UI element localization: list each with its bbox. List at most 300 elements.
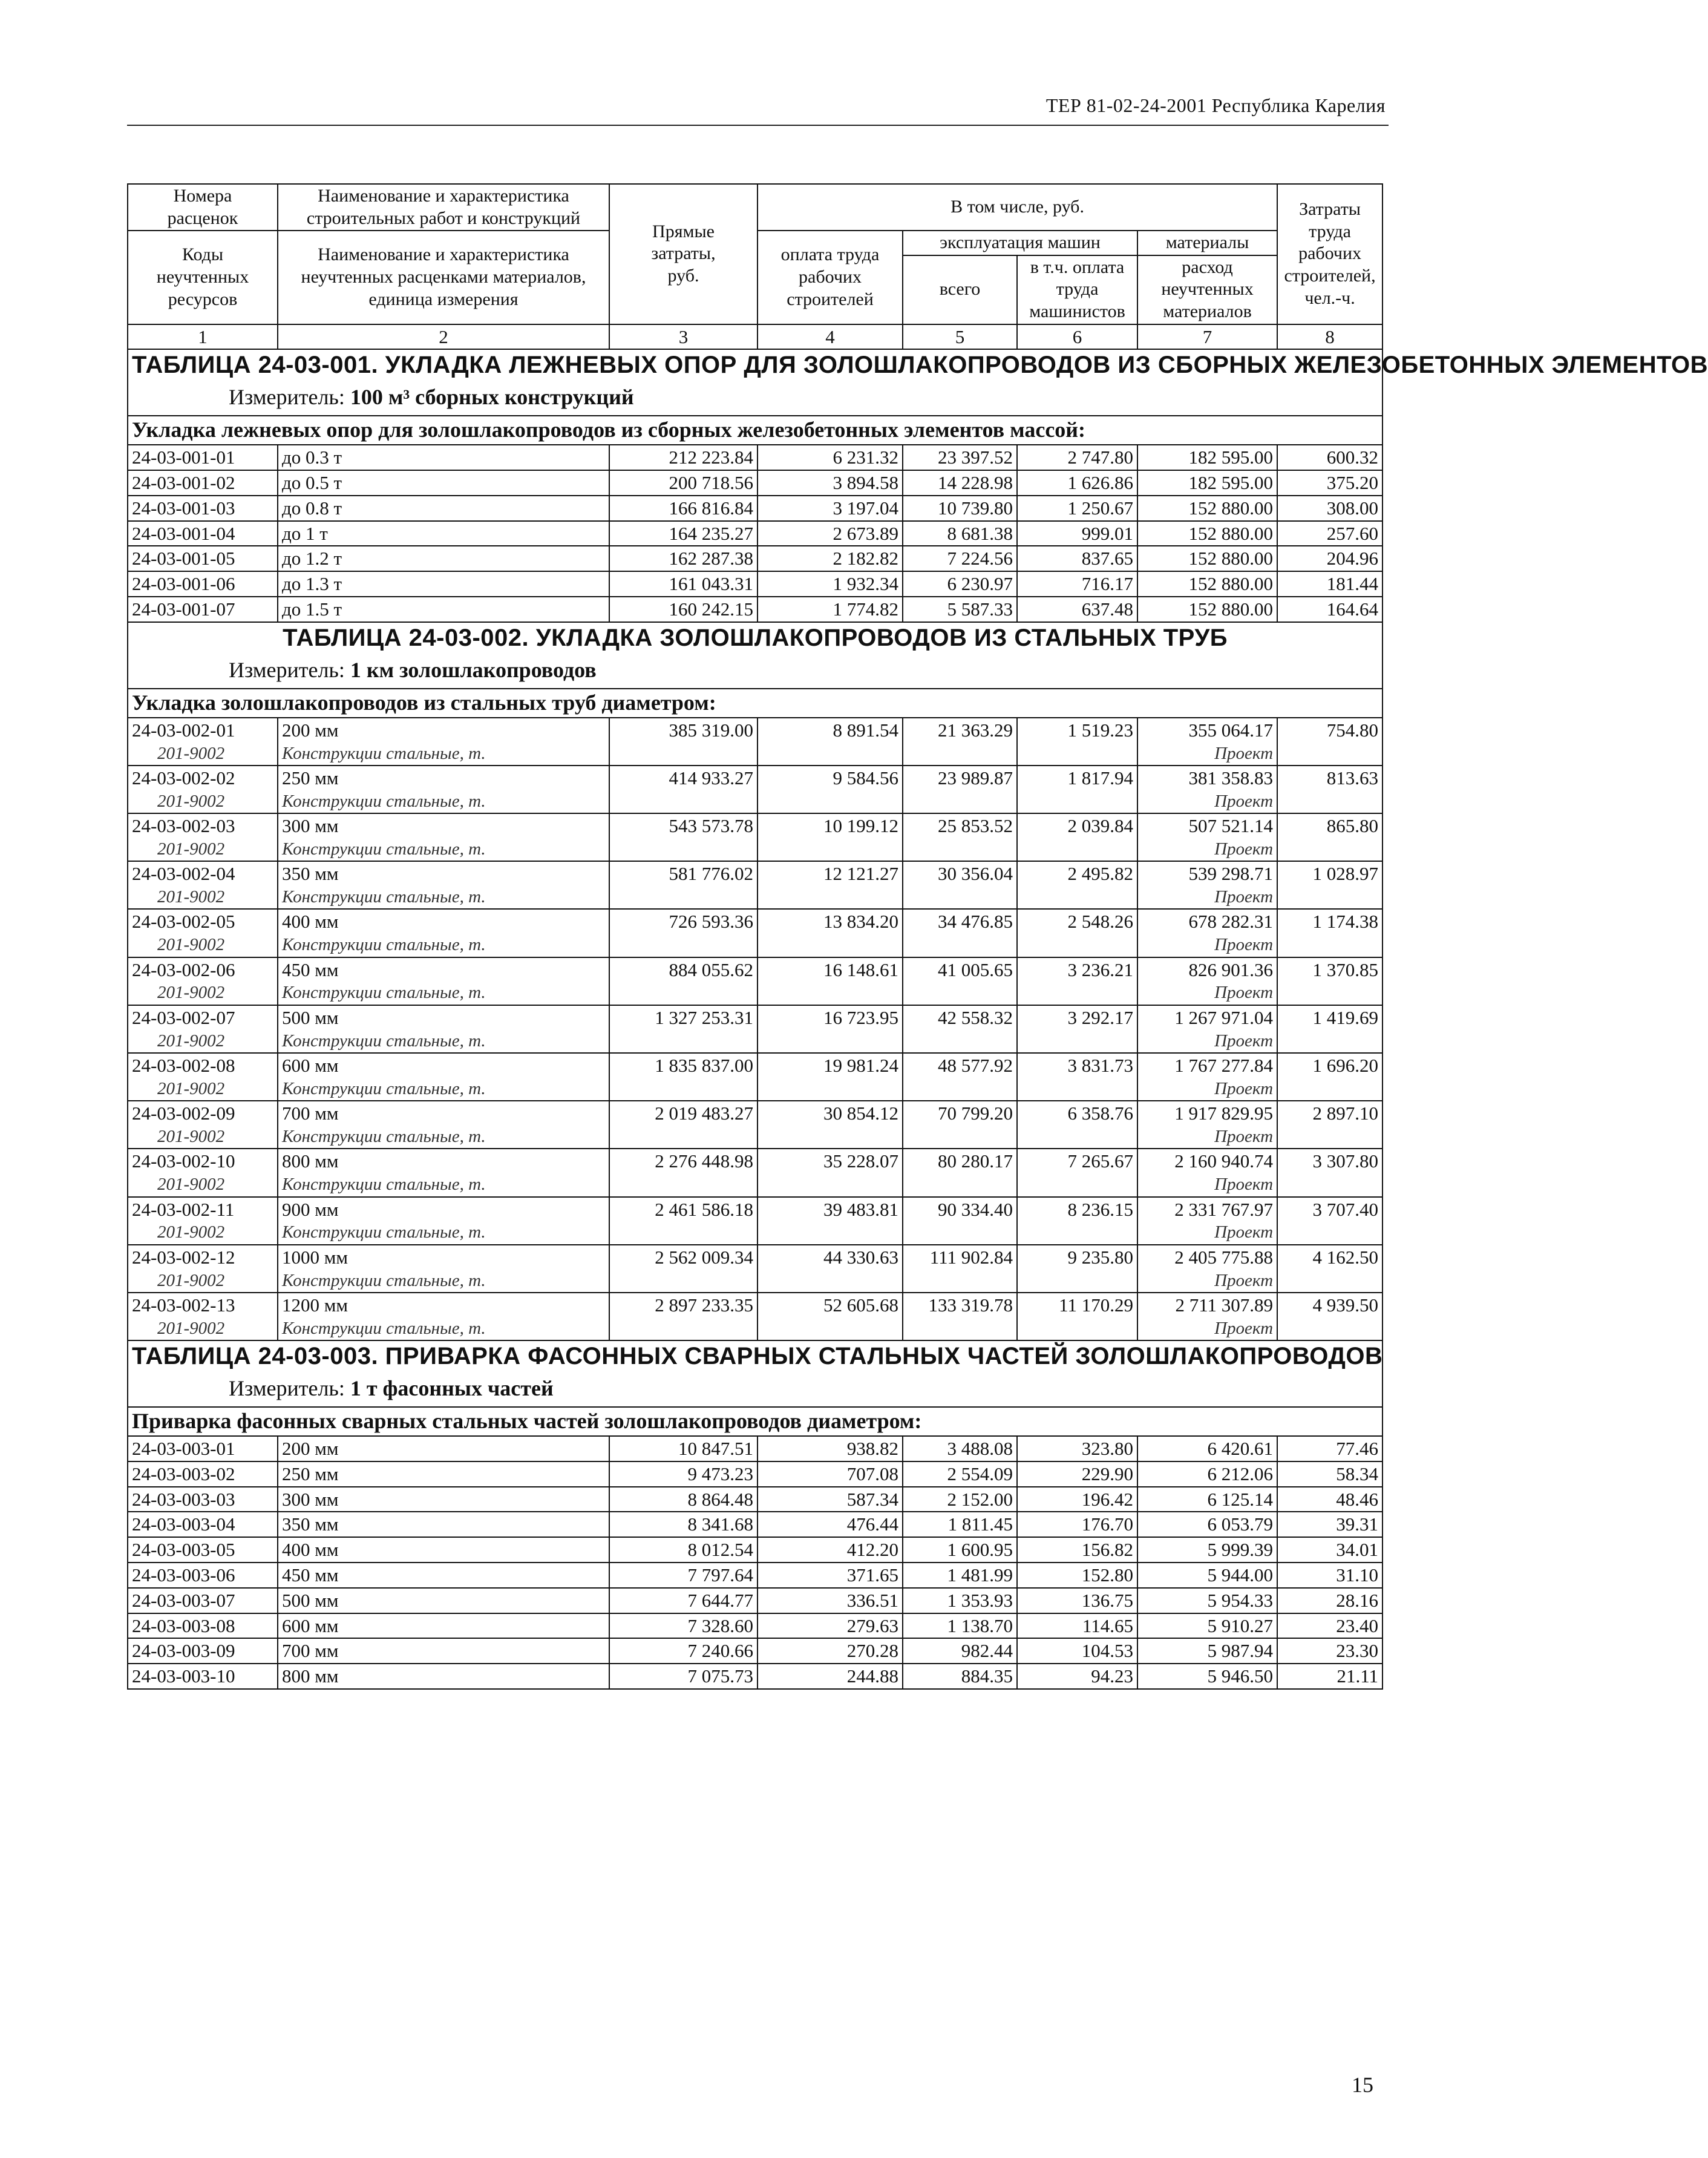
empty-cell [1017, 1173, 1137, 1196]
section-heading [128, 349, 1708, 416]
machines-total: 1 138.70 [903, 1613, 1017, 1639]
labor-hours: 600.32 [1277, 445, 1382, 470]
resource-quantity: Проект [1137, 1173, 1277, 1196]
empty-cell [609, 934, 757, 957]
worker-pay: 244.88 [757, 1664, 903, 1689]
resource-quantity: Проект [1137, 1270, 1277, 1293]
resource-quantity: Проект [1137, 886, 1277, 909]
section-heading [128, 1340, 1382, 1407]
worker-pay: 336.51 [757, 1588, 903, 1613]
group-heading-row [128, 1407, 1382, 1436]
machines-total: 90 334.40 [903, 1197, 1017, 1222]
column-number: 2 [278, 324, 609, 350]
direct-costs: 7 075.73 [609, 1664, 757, 1689]
empty-cell [903, 886, 1017, 909]
table-row [128, 1537, 1382, 1563]
resource-name: Конструкции стальные, т. [278, 1173, 609, 1196]
labor-hours: 48.46 [1277, 1487, 1382, 1512]
resource-quantity: Проект [1137, 838, 1277, 861]
materials-cost: 826 901.36 [1137, 957, 1277, 982]
group-heading: Укладка золошлакопроводов из стальных труб диаметром: [128, 689, 1382, 718]
empty-cell [1277, 1173, 1382, 1196]
empty-cell [757, 934, 903, 957]
direct-costs: 8 864.48 [609, 1487, 757, 1512]
direct-costs: 160 242.15 [609, 597, 757, 622]
worker-pay: 587.34 [757, 1487, 903, 1512]
resource-row [128, 1270, 1382, 1293]
empty-cell [1277, 1221, 1382, 1244]
direct-costs: 7 797.64 [609, 1563, 757, 1588]
labor-hours: 2 897.10 [1277, 1101, 1382, 1126]
worker-pay: 13 834.20 [757, 909, 903, 934]
machines-total: 23 397.52 [903, 445, 1017, 470]
worker-pay: 3 894.58 [757, 470, 903, 496]
header-rule [127, 125, 1389, 126]
direct-costs: 1 327 253.31 [609, 1005, 757, 1030]
resource-row [128, 1173, 1382, 1196]
materials-cost: 5 910.27 [1137, 1613, 1277, 1639]
rate-name: 700 мм [278, 1638, 609, 1664]
materials-cost: 2 711 307.89 [1137, 1293, 1277, 1317]
worker-pay: 6 231.32 [757, 445, 903, 470]
rate-code: 24-03-001-05 [128, 546, 278, 571]
resource-row [128, 1126, 1382, 1149]
empty-cell [903, 934, 1017, 957]
section-meter [132, 1376, 1378, 1402]
worker-pay: 1 932.34 [757, 571, 903, 597]
operator-pay: 3 236.21 [1017, 957, 1137, 982]
header-row-1 [128, 184, 1382, 231]
worker-pay: 3 197.04 [757, 496, 903, 521]
rate-code: 24-03-002-10 [128, 1149, 278, 1173]
empty-cell [757, 743, 903, 766]
materials-cost: 5 999.39 [1137, 1537, 1277, 1563]
labor-hours: 754.80 [1277, 718, 1382, 743]
empty-cell [1277, 790, 1382, 813]
machines-total: 1 481.99 [903, 1563, 1017, 1588]
rate-name: до 0.5 т [278, 470, 609, 496]
machines-total: 10 739.80 [903, 496, 1017, 521]
materials-cost: 152 880.00 [1137, 597, 1277, 622]
table-row [128, 813, 1382, 838]
machines-total: 34 476.85 [903, 909, 1017, 934]
operator-pay: 6 358.76 [1017, 1101, 1137, 1126]
empty-cell [1277, 1126, 1382, 1149]
empty-cell [609, 1126, 757, 1149]
norms-table [127, 183, 1708, 1690]
empty-cell [1277, 838, 1382, 861]
operator-pay: 136.75 [1017, 1588, 1137, 1613]
machines-total: 1 600.95 [903, 1537, 1017, 1563]
empty-cell [609, 790, 757, 813]
resource-code: 201-9002 [128, 1221, 278, 1244]
empty-cell [1017, 790, 1137, 813]
resource-name: Конструкции стальные, т. [278, 790, 609, 813]
section-title-row [128, 349, 1382, 416]
rate-code: 24-03-001-06 [128, 571, 278, 597]
direct-costs: 581 776.02 [609, 861, 757, 886]
resource-quantity: Проект [1137, 1317, 1277, 1340]
labor-hours: 865.80 [1277, 813, 1382, 838]
operator-pay: 229.90 [1017, 1461, 1137, 1487]
resource-quantity: Проект [1137, 934, 1277, 957]
materials-cost: 6 420.61 [1137, 1436, 1277, 1461]
direct-costs: 9 473.23 [609, 1461, 757, 1487]
meter-label: Измеритель: [229, 657, 345, 682]
worker-pay: 30 854.12 [757, 1101, 903, 1126]
rate-code: 24-03-001-03 [128, 496, 278, 521]
labor-hours: 23.30 [1277, 1638, 1382, 1664]
column-number: 4 [757, 324, 903, 350]
resource-row [128, 934, 1382, 957]
header-including: В том числе, руб. [757, 184, 1277, 231]
operator-pay: 8 236.15 [1017, 1197, 1137, 1222]
operator-pay: 837.65 [1017, 546, 1137, 571]
empty-cell [1017, 934, 1137, 957]
operator-pay: 2 039.84 [1017, 813, 1137, 838]
direct-costs: 7 328.60 [609, 1613, 757, 1639]
group-heading-row [128, 689, 1382, 718]
resource-row [128, 790, 1382, 813]
rate-name: 1000 мм [278, 1245, 609, 1270]
table-row [128, 1245, 1382, 1270]
direct-costs: 7 644.77 [609, 1588, 757, 1613]
resource-code: 201-9002 [128, 1173, 278, 1196]
materials-cost: 2 405 775.88 [1137, 1245, 1277, 1270]
machines-total: 5 587.33 [903, 597, 1017, 622]
worker-pay: 371.65 [757, 1563, 903, 1588]
empty-cell [1017, 982, 1137, 1005]
rate-name: 500 мм [278, 1005, 609, 1030]
labor-hours: 58.34 [1277, 1461, 1382, 1487]
empty-cell [609, 1270, 757, 1293]
rate-name: до 1.3 т [278, 571, 609, 597]
empty-cell [1277, 934, 1382, 957]
header-work-name: Наименование и характеристика строительных работ и конструкций [278, 184, 609, 231]
labor-hours: 39.31 [1277, 1512, 1382, 1537]
machines-total: 3 488.08 [903, 1436, 1017, 1461]
materials-cost: 5 944.00 [1137, 1563, 1277, 1588]
materials-cost: 5 954.33 [1137, 1588, 1277, 1613]
table-row [128, 1563, 1382, 1588]
worker-pay: 19 981.24 [757, 1053, 903, 1078]
machines-total: 30 356.04 [903, 861, 1017, 886]
resource-quantity: Проект [1137, 1221, 1277, 1244]
resource-name: Конструкции стальные, т. [278, 934, 609, 957]
materials-cost: 182 595.00 [1137, 470, 1277, 496]
table-row [128, 470, 1382, 496]
table-row [128, 1487, 1382, 1512]
rate-name: до 1.2 т [278, 546, 609, 571]
materials-cost: 6 125.14 [1137, 1487, 1277, 1512]
materials-cost: 678 282.31 [1137, 909, 1277, 934]
table-row [128, 1638, 1382, 1664]
empty-cell [609, 1221, 757, 1244]
direct-costs: 10 847.51 [609, 1436, 757, 1461]
empty-cell [757, 886, 903, 909]
table-row [128, 597, 1382, 622]
operator-pay: 323.80 [1017, 1436, 1137, 1461]
rate-name: 500 мм [278, 1588, 609, 1613]
table-row [128, 1588, 1382, 1613]
section-title: ТАБЛИЦА 24-03-002. УКЛАДКА ЗОЛОШЛАКОПРОВОДОВ ИЗ СТАЛЬНЫХ ТРУБ [283, 624, 1228, 651]
resource-row [128, 1317, 1382, 1340]
labor-hours: 21.11 [1277, 1664, 1382, 1689]
direct-costs: 543 573.78 [609, 813, 757, 838]
rate-code: 24-03-003-03 [128, 1487, 278, 1512]
group-heading: Приварка фасонных сварных стальных частей золошлакопроводов диаметром: [128, 1407, 1382, 1436]
operator-pay: 716.17 [1017, 571, 1137, 597]
materials-cost: 1 267 971.04 [1137, 1005, 1277, 1030]
empty-cell [757, 1317, 903, 1340]
resource-code: 201-9002 [128, 1078, 278, 1101]
materials-cost: 507 521.14 [1137, 813, 1277, 838]
labor-hours: 3 307.80 [1277, 1149, 1382, 1173]
resource-name: Конструкции стальные, т. [278, 1317, 609, 1340]
column-numbers-row [128, 324, 1382, 350]
operator-pay: 11 170.29 [1017, 1293, 1137, 1317]
empty-cell [1277, 1270, 1382, 1293]
header-direct-costs: Прямые затраты, руб. [609, 184, 757, 324]
worker-pay: 52 605.68 [757, 1293, 903, 1317]
table-row [128, 571, 1382, 597]
machines-total: 48 577.92 [903, 1053, 1017, 1078]
resource-code: 201-9002 [128, 934, 278, 957]
machines-total: 2 152.00 [903, 1487, 1017, 1512]
section-title-row [128, 622, 1382, 689]
empty-cell [903, 838, 1017, 861]
empty-cell [1017, 1030, 1137, 1053]
machines-total: 133 319.78 [903, 1293, 1017, 1317]
resource-code: 201-9002 [128, 886, 278, 909]
rate-code: 24-03-002-01 [128, 718, 278, 743]
table-row [128, 1613, 1382, 1639]
rate-name: 350 мм [278, 861, 609, 886]
materials-cost: 1 767 277.84 [1137, 1053, 1277, 1078]
labor-hours: 1 419.69 [1277, 1005, 1382, 1030]
meter-value: 1 т фасонных частей [350, 1376, 554, 1401]
operator-pay: 3 831.73 [1017, 1053, 1137, 1078]
empty-cell [609, 1173, 757, 1196]
resource-code: 201-9002 [128, 1270, 278, 1293]
header-operator-pay: в т.ч. оплата труда машинистов [1017, 255, 1137, 324]
rate-code: 24-03-003-01 [128, 1436, 278, 1461]
materials-cost: 381 358.83 [1137, 766, 1277, 790]
labor-hours: 813.63 [1277, 766, 1382, 790]
machines-total: 8 681.38 [903, 521, 1017, 546]
resource-name: Конструкции стальные, т. [278, 838, 609, 861]
labor-hours: 31.10 [1277, 1563, 1382, 1588]
resource-name: Конструкции стальные, т. [278, 1078, 609, 1101]
table-row [128, 546, 1382, 571]
empty-cell [1017, 743, 1137, 766]
resource-name: Конструкции стальные, т. [278, 1126, 609, 1149]
resource-row [128, 1221, 1382, 1244]
empty-cell [757, 1078, 903, 1101]
empty-cell [903, 1030, 1017, 1053]
operator-pay: 2 495.82 [1017, 861, 1137, 886]
rate-code: 24-03-003-10 [128, 1664, 278, 1689]
empty-cell [757, 982, 903, 1005]
empty-cell [1277, 886, 1382, 909]
machines-total: 25 853.52 [903, 813, 1017, 838]
machines-total: 70 799.20 [903, 1101, 1017, 1126]
labor-hours: 34.01 [1277, 1537, 1382, 1563]
labor-hours: 181.44 [1277, 571, 1382, 597]
header-materials: материалы [1137, 231, 1277, 255]
resource-name: Конструкции стальные, т. [278, 886, 609, 909]
empty-cell [1017, 1126, 1137, 1149]
operator-pay: 2 548.26 [1017, 909, 1137, 934]
direct-costs: 162 287.38 [609, 546, 757, 571]
resource-row [128, 886, 1382, 909]
resource-quantity: Проект [1137, 1030, 1277, 1053]
section-title-row [128, 1340, 1382, 1407]
operator-pay: 94.23 [1017, 1664, 1137, 1689]
resource-code: 201-9002 [128, 838, 278, 861]
table-row [128, 909, 1382, 934]
materials-cost: 152 880.00 [1137, 496, 1277, 521]
column-number: 1 [128, 324, 278, 350]
table-row [128, 496, 1382, 521]
table-row [128, 1664, 1382, 1689]
direct-costs: 8 012.54 [609, 1537, 757, 1563]
machines-total: 23 989.87 [903, 766, 1017, 790]
materials-cost: 355 064.17 [1137, 718, 1277, 743]
rate-code: 24-03-002-08 [128, 1053, 278, 1078]
group-heading: Укладка лежневых опор для золошлакопроводов из сборных железобетонных элементов массой: [128, 416, 1382, 445]
machines-total: 2 554.09 [903, 1461, 1017, 1487]
operator-pay: 1 817.94 [1017, 766, 1137, 790]
rate-code: 24-03-001-04 [128, 521, 278, 546]
direct-costs: 166 816.84 [609, 496, 757, 521]
rate-code: 24-03-003-05 [128, 1537, 278, 1563]
meter-label: Измеритель: [229, 385, 345, 410]
machines-total: 7 224.56 [903, 546, 1017, 571]
rate-code: 24-03-003-02 [128, 1461, 278, 1487]
resource-code: 201-9002 [128, 1126, 278, 1149]
direct-costs: 161 043.31 [609, 571, 757, 597]
empty-cell [903, 1270, 1017, 1293]
rate-name: до 1 т [278, 521, 609, 546]
worker-pay: 476.44 [757, 1512, 903, 1537]
resource-quantity: Проект [1137, 1126, 1277, 1149]
rate-name: до 0.3 т [278, 445, 609, 470]
empty-cell [1017, 1270, 1137, 1293]
empty-cell [757, 1126, 903, 1149]
resource-row [128, 743, 1382, 766]
table-row [128, 1053, 1382, 1078]
rate-name: 600 мм [278, 1053, 609, 1078]
machines-total: 14 228.98 [903, 470, 1017, 496]
header-codes-top: Номера расценок [128, 184, 278, 231]
direct-costs: 2 276 448.98 [609, 1149, 757, 1173]
meter-value: 100 м³ сборных конструкций [350, 385, 634, 410]
machines-total: 21 363.29 [903, 718, 1017, 743]
rate-name: 800 мм [278, 1664, 609, 1689]
labor-hours: 164.64 [1277, 597, 1382, 622]
rate-code: 24-03-002-02 [128, 766, 278, 790]
resource-quantity: Проект [1137, 982, 1277, 1005]
table-row [128, 521, 1382, 546]
direct-costs: 2 461 586.18 [609, 1197, 757, 1222]
direct-costs: 7 240.66 [609, 1638, 757, 1664]
rate-name: 450 мм [278, 1563, 609, 1588]
resource-code: 201-9002 [128, 982, 278, 1005]
materials-cost: 152 880.00 [1137, 546, 1277, 571]
direct-costs: 2 897 233.35 [609, 1293, 757, 1317]
empty-cell [609, 1317, 757, 1340]
direct-costs: 8 341.68 [609, 1512, 757, 1537]
resource-code: 201-9002 [128, 1030, 278, 1053]
column-number: 3 [609, 324, 757, 350]
table-row [128, 1436, 1382, 1461]
worker-pay: 9 584.56 [757, 766, 903, 790]
rate-name: 400 мм [278, 909, 609, 934]
empty-cell [757, 1173, 903, 1196]
header-machines-total: всего [903, 255, 1017, 324]
rate-name: 700 мм [278, 1101, 609, 1126]
rate-code: 24-03-003-07 [128, 1588, 278, 1613]
machines-total: 1 353.93 [903, 1588, 1017, 1613]
direct-costs: 164 235.27 [609, 521, 757, 546]
worker-pay: 412.20 [757, 1537, 903, 1563]
direct-costs: 884 055.62 [609, 957, 757, 982]
rate-name: до 0.8 т [278, 496, 609, 521]
table-row [128, 861, 1382, 886]
materials-cost: 182 595.00 [1137, 445, 1277, 470]
rate-name: 600 мм [278, 1613, 609, 1639]
operator-pay: 1 626.86 [1017, 470, 1137, 496]
rate-name: 350 мм [278, 1512, 609, 1537]
resource-name: Конструкции стальные, т. [278, 982, 609, 1005]
header-unaccounted-materials: расход неучтенных материалов [1137, 255, 1277, 324]
worker-pay: 12 121.27 [757, 861, 903, 886]
table-row [128, 1149, 1382, 1173]
column-number: 6 [1017, 324, 1137, 350]
rate-name: 300 мм [278, 813, 609, 838]
empty-cell [1017, 1221, 1137, 1244]
resource-name: Конструкции стальные, т. [278, 743, 609, 766]
operator-pay: 1 519.23 [1017, 718, 1137, 743]
rate-code: 24-03-002-05 [128, 909, 278, 934]
empty-cell [1277, 1317, 1382, 1340]
resource-code: 201-9002 [128, 1317, 278, 1340]
rate-code: 24-03-002-11 [128, 1197, 278, 1222]
section-meter [132, 384, 1378, 411]
table-row [128, 766, 1382, 790]
machines-total: 982.44 [903, 1638, 1017, 1664]
worker-pay: 8 891.54 [757, 718, 903, 743]
column-number: 7 [1137, 324, 1277, 350]
operator-pay: 637.48 [1017, 597, 1137, 622]
resource-quantity: Проект [1137, 743, 1277, 766]
operator-pay: 152.80 [1017, 1563, 1137, 1588]
materials-cost: 2 331 767.97 [1137, 1197, 1277, 1222]
materials-cost: 5 987.94 [1137, 1638, 1277, 1664]
empty-cell [1277, 743, 1382, 766]
operator-pay: 3 292.17 [1017, 1005, 1137, 1030]
resource-row [128, 1030, 1382, 1053]
resource-code: 201-9002 [128, 790, 278, 813]
running-head: ТЕР 81-02-24-2001 Республика Карелия [1045, 94, 1386, 116]
table-row [128, 1197, 1382, 1222]
table-row [128, 957, 1382, 982]
rate-name: 300 мм [278, 1487, 609, 1512]
empty-cell [903, 1078, 1017, 1101]
meter-label: Измеритель: [229, 1376, 345, 1401]
resource-code: 201-9002 [128, 743, 278, 766]
